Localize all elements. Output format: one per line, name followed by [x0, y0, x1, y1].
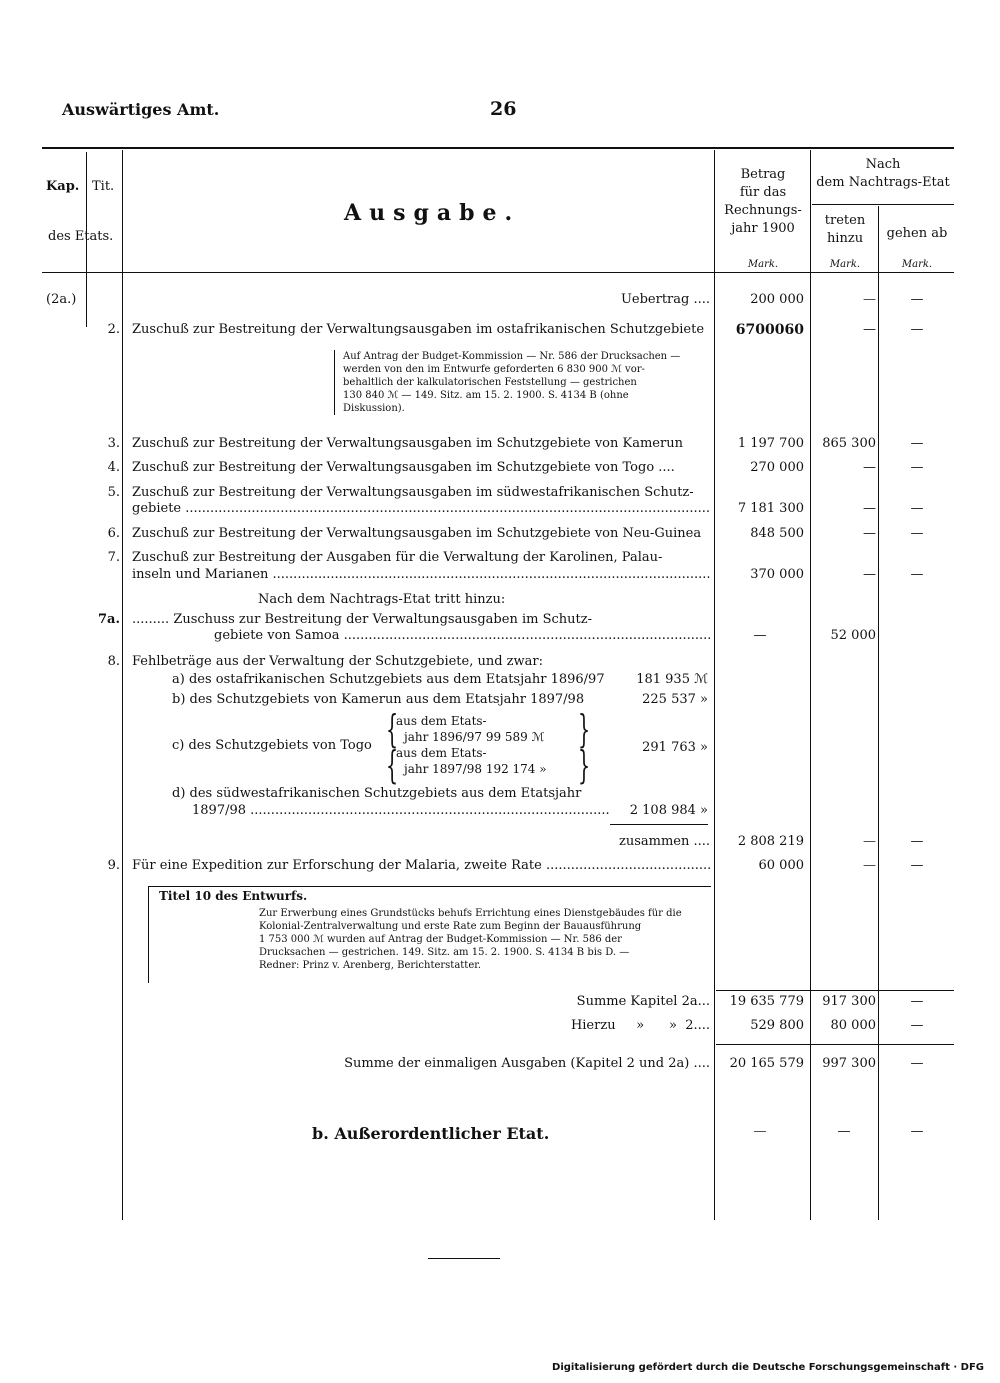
row-tit: 9. [107, 858, 120, 873]
note-title: Titel 10 des Entwurfs. [159, 889, 308, 903]
row-desc: Zuschuß zur Bestreitung der Verwaltungsausgaben im Schutzgebiete von Neu-Guinea [132, 526, 702, 541]
row-treten: — [863, 834, 876, 849]
row-nachtrag-heading [0, 592, 1000, 612]
row-tit: 4. [107, 460, 120, 475]
row-gehen: — [910, 1018, 924, 1033]
row-amount: — [753, 628, 767, 643]
row-gehen: — [910, 526, 924, 541]
row-kap: (2a.) [46, 292, 77, 307]
row-tit: 6. [107, 526, 120, 541]
row-sub-value: 181 935 ℳ [636, 672, 708, 687]
row-amount: 529 800 [750, 1018, 804, 1033]
note-line: Drucksachen — gestrichen. 149. Sitz. am 15. 2. 1900. S. 4134 B bis D. — [259, 947, 630, 958]
betrag-line-4: jahr 1900 [731, 221, 795, 236]
row-treten: — [863, 322, 876, 337]
nach-subrule [812, 204, 954, 205]
row-tit-7-cont [0, 567, 1000, 587]
note-titel-10 [148, 886, 711, 983]
betrag-line-2: für das [739, 185, 787, 200]
brace-right-icon: } [578, 707, 591, 751]
row-amount: 848 500 [750, 526, 804, 541]
header-office: Auswärtiges Amt. [62, 100, 220, 119]
note-line: Redner: Prinz v. Arenberg, Berichterstatter. [259, 960, 482, 971]
row-treten: — [863, 292, 876, 307]
row-summe-2a [0, 994, 1000, 1014]
row-amount: 2 808 219 [737, 834, 804, 849]
row-desc: Zuschuß zur Bestreitung der Verwaltungsausgaben im Schutzgebiete von Togo .... [132, 460, 675, 475]
row-amount: — [753, 1124, 767, 1139]
note-line: 130 840 ℳ — 149. Sitz. am 15. 2. 1900. S. 4134 B (ohne [343, 390, 629, 401]
note-line: Auf Antrag der Budget-Kommission — Nr. 586 der Drucksachen — [343, 351, 681, 362]
row-tit-8 [0, 654, 1000, 674]
togo-sub-4: jahr 1897/98 192 174 » [404, 762, 547, 776]
note-line: Diskussion). [343, 403, 405, 414]
row-tit-7a-cont [0, 628, 1000, 648]
row-gehen: — [910, 834, 924, 849]
nach-line-2: dem Nachtrags-Etat [816, 175, 950, 190]
row-desc: inseln und Marianen ..... [132, 567, 710, 582]
row-uebertrag [0, 292, 1000, 312]
col-kap-label: Kap. [46, 179, 80, 194]
row-tit-4 [0, 460, 1000, 480]
row-tit: 5. [107, 485, 120, 500]
row-desc: Zuschuß zur Bestreitung der Verwaltungsausgaben im Schutzgebiete von Kamerun [132, 436, 683, 451]
betrag-line-1: Betrag [740, 167, 786, 182]
row-amount: 19 635 779 [729, 994, 804, 1009]
row-tit: 7. [107, 550, 120, 565]
row-treten: 917 300 [822, 994, 876, 1009]
row-desc: Zuschuß zur Bestreitung der Ausgaben für die Verwaltung der Karolinen, Palau- [132, 550, 663, 565]
col-betrag-label [716, 166, 810, 238]
row-desc: Hierzu » » 2.... [570, 1018, 710, 1033]
row-tit: 2. [107, 322, 120, 337]
row-desc: c) des Schutzgebiets von Togo [172, 738, 372, 753]
row-desc: Für eine Expedition zur Erforschung der Malaria, zweite Rate ..... [132, 858, 710, 873]
sum-rule [610, 824, 708, 825]
row-sub-value: 225 537 » [642, 692, 708, 707]
row-desc: Zuschuß zur Bestreitung der Verwaltungsausgaben im südwestafrikanischen Schutz- [132, 485, 694, 500]
row-amount: 1 197 700 [737, 436, 804, 451]
row-tit-6 [0, 526, 1000, 546]
row-gehen: — [910, 460, 924, 475]
row-amount: 60 000 [758, 858, 804, 873]
col-gehen-label: gehen ab [886, 226, 948, 241]
row-desc: 1897/98 ..... [192, 803, 610, 818]
row-treten: — [863, 526, 876, 541]
row-amount: 200 000 [750, 292, 804, 307]
togo-sub-3: aus dem Etats- [396, 746, 487, 760]
row-summe-einmalig [0, 1056, 1000, 1076]
row-tit: 7a. [98, 612, 120, 627]
row-gehen: — [910, 858, 924, 873]
brace-right-icon: } [578, 743, 591, 787]
row-tit: 3. [107, 436, 120, 451]
note-line: behaltlich der kalkulatorischen Feststellung — gestrichen [343, 377, 637, 388]
table-top-rule [42, 147, 954, 149]
row-desc: a) des ostafrikanischen Schutzgebiets aus dem Etatsjahr 1896/97 [172, 672, 605, 687]
summe-rule [716, 990, 954, 991]
row-treten: — [863, 460, 876, 475]
row-desc: gebiete ..... [132, 501, 710, 516]
row-amount: 270 000 [750, 460, 804, 475]
row-gehen: — [910, 1056, 924, 1071]
row-desc: b) des Schutzgebiets von Kamerun aus dem Etatsjahr 1897/98 [172, 692, 585, 707]
row-gehen: — [910, 567, 924, 582]
unit-mark-betrag: Mark. [747, 259, 779, 270]
note-tit-2 [334, 350, 715, 415]
note-line: Zur Erwerbung eines Grundstücks behufs Errichtung eines Dienstgebäudes für die [259, 908, 682, 919]
unit-mark-treten: Mark. [829, 259, 861, 270]
row-treten: — [863, 858, 876, 873]
betrag-line-3: Rechnungs- [724, 203, 802, 218]
row-desc: ......... Zuschuss zur Bestreitung der Verwaltungsausgaben im Schutz- [132, 612, 592, 627]
row-zusammen [0, 834, 1000, 854]
row-sub-value: 2 108 984 » [629, 803, 708, 818]
row-gehen: — [910, 501, 924, 516]
col-nach-label [812, 156, 954, 192]
row-desc: d) des südwestafrikanischen Schutzgebiets aus dem Etatsjahr [172, 786, 582, 801]
note-line: 1 753 000 ℳ wurden auf Antrag der Budget-Kommission — Nr. 586 der [259, 934, 622, 945]
row-tit-8a [0, 672, 1000, 692]
row-treten: — [863, 501, 876, 516]
row-desc: Zuschuß zur Bestreitung der Verwaltungsausgaben im ostafrikanischen Schutzgebiete [132, 322, 705, 337]
row-desc: Fehlbeträge aus der Verwaltung der Schutzgebiete, und zwar: [132, 654, 543, 669]
nachtrag-heading: Nach dem Nachtrags-Etat tritt hinzu: [258, 592, 506, 607]
togo-sub-1: aus dem Etats- [396, 714, 487, 728]
row-desc: Summe der einmaligen Ausgaben (Kapitel 2 und 2a) .... [344, 1056, 710, 1071]
note-line: Kolonial-Zentralverwaltung und erste Rate zum Beginn der Bauausführung [259, 921, 642, 932]
col-des-etats-label: des Etats. [48, 229, 114, 244]
treten-line-2: hinzu [826, 231, 864, 246]
row-tit-8b [0, 692, 1000, 712]
row-gehen: — [910, 994, 924, 1009]
nach-line-1: Nach [865, 157, 901, 172]
unit-mark-gehen: Mark. [901, 259, 933, 270]
dfg-footer: Digitalisierung gefördert durch die Deutsche Forschungsgemeinschaft · DFG [552, 1362, 984, 1373]
row-amount: 370 000 [750, 567, 804, 582]
row-treten: 865 300 [822, 436, 876, 451]
row-gehen: — [910, 436, 924, 451]
row-tit-5-cont [0, 501, 1000, 521]
row-tit-2 [0, 322, 1000, 342]
note-line: werden von den im Entwurfe geforderten 6 830 900 ℳ vor- [343, 364, 645, 375]
page-number: 26 [490, 98, 517, 120]
row-ausserordentlich [0, 1124, 1000, 1148]
col-ausgabe-title: Ausgabe. [344, 200, 521, 226]
row-amount: 20 165 579 [729, 1056, 804, 1071]
section-heading: b. Außerordentlicher Etat. [312, 1124, 550, 1143]
note-body [259, 907, 709, 972]
total-rule [716, 1044, 954, 1045]
row-tit-8d-cont [0, 803, 1000, 823]
row-tit: 8. [107, 654, 120, 669]
treten-line-1: treten [824, 213, 866, 228]
row-hierzu [0, 1018, 1000, 1038]
row-tit-3 [0, 436, 1000, 456]
row-desc: zusammen .... [618, 834, 710, 849]
row-gehen: — [910, 292, 924, 307]
end-rule [428, 1258, 500, 1259]
row-sub-value: 291 763 » [642, 740, 708, 755]
row-amount: 7 181 300 [737, 501, 804, 516]
row-treten: 997 300 [822, 1056, 876, 1071]
row-desc: Summe Kapitel 2a... [576, 994, 710, 1009]
row-tit-9 [0, 858, 1000, 878]
row-desc: Uebertrag .... [620, 292, 710, 307]
row-desc: gebiete von Samoa ..... [214, 628, 710, 643]
row-gehen: — [910, 1124, 924, 1139]
row-amount: 6700060 [735, 322, 804, 338]
row-tit-8c [0, 707, 1000, 787]
row-treten: 52 000 [830, 628, 876, 643]
togo-sub-2: jahr 1896/97 99 589 ℳ [404, 730, 545, 744]
brace-left-icon: { [386, 743, 399, 787]
brace-left-icon: { [386, 707, 399, 751]
row-gehen: — [910, 322, 924, 337]
row-treten: — [863, 567, 876, 582]
col-tit-label: Tit. [92, 179, 115, 194]
col-treten-label [812, 212, 878, 248]
row-treten: — [837, 1124, 851, 1139]
row-treten: 80 000 [830, 1018, 876, 1033]
